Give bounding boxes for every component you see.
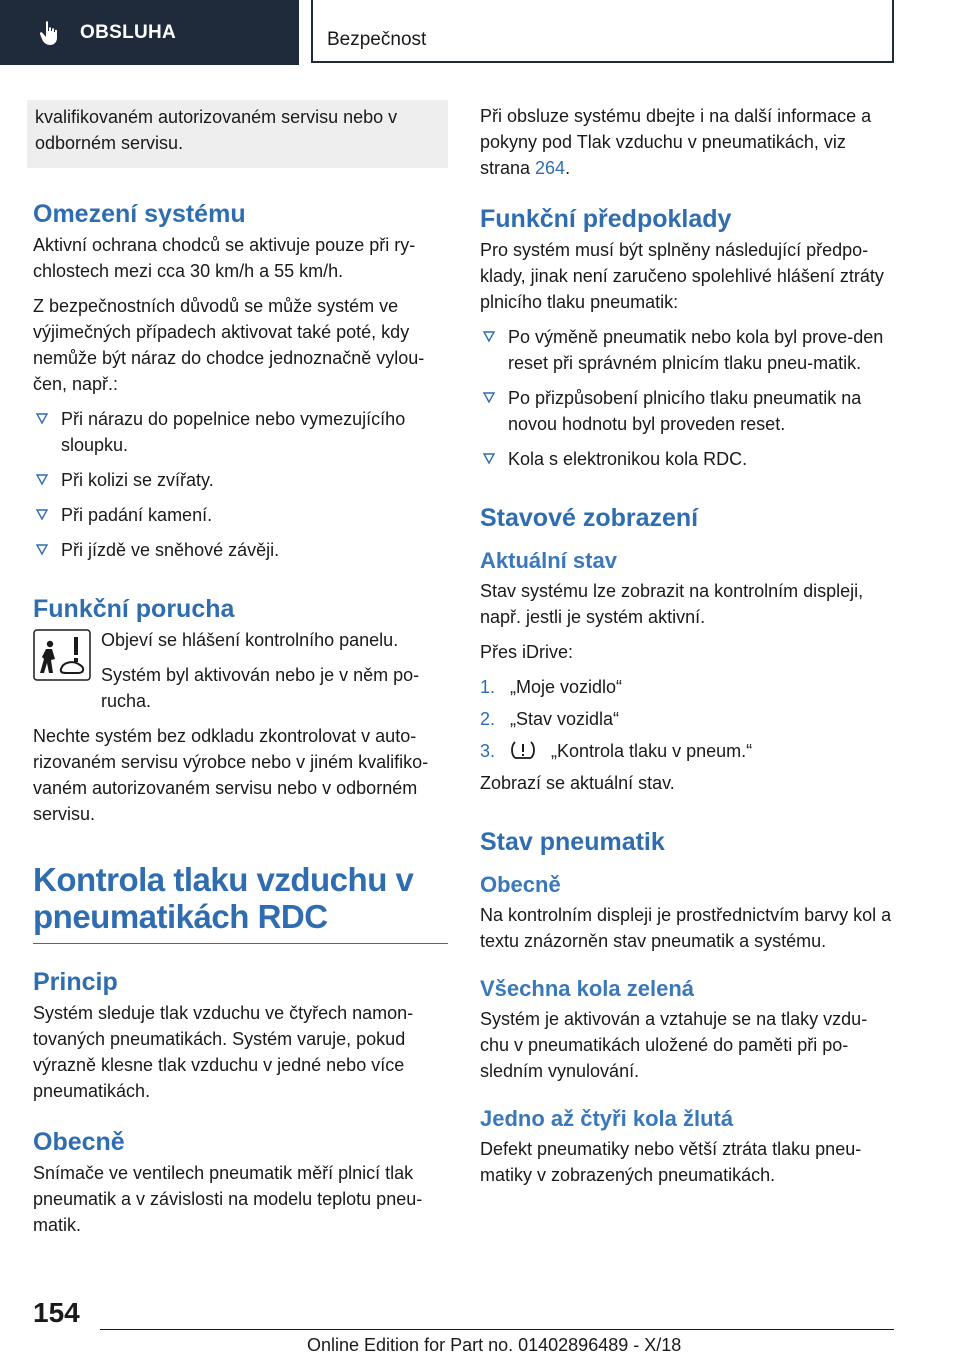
triangle-bullet-icon (35, 542, 49, 556)
porucha-paragraph-2: Systém byl aktivován nebo je v něm po-rucha. (101, 665, 420, 711)
obecne-paragraph-left: Snímače ve ventilech pneumatik měří plnicí tlak pneumatik a v závislosti na modelu teplotu pneu-matik. (33, 1163, 423, 1235)
list-item-text: Kola s elektronikou kola RDC. (508, 449, 748, 469)
right-column (480, 100, 895, 1197)
step-text: „Kontrola tlaku v pneum.“ (551, 741, 753, 761)
step-text: „Stav vozidla“ (510, 709, 620, 729)
warning-block (33, 627, 448, 723)
list-item (480, 324, 895, 376)
list-item (33, 467, 448, 493)
heading-vsechna-kola-zelena: Všechna kola zelená (480, 976, 694, 1001)
step-number: 2. (480, 709, 496, 729)
page-reference-link[interactable]: 264 (535, 158, 566, 178)
list-item-text: Po přizpůsobení plnicího tlaku pneumatik na novou hodnotu byl proveden reset. (508, 388, 862, 434)
heading-stav-pneumatik: Stav pneumatik (480, 828, 665, 856)
footer-divider (100, 1329, 894, 1330)
footer-edition: Online Edition for Part no. 01402896489 - X/18 (307, 1335, 682, 1355)
list-item (33, 502, 448, 528)
omezeni-paragraph-2: Z bezpečnostních důvodů se může systém ve výjimečných případech aktivovat také poté, kdy nemůže být náraz do chodce jednoznačně vylou-čen, např.: (33, 296, 425, 394)
heading-kontrola-tlaku: Kontrola tlaku vzduchu v pneumatikách RDC (33, 861, 448, 944)
list-item (480, 446, 895, 472)
list-item (33, 406, 448, 458)
list-item-text: Po výměně pneumatik nebo kola byl prove-den reset při správném plnicím tlaku pneu-matik. (508, 327, 884, 373)
porucha-paragraph-3: Nechte systém bez odkladu zkontrolovat v auto-rizovaném servisu výrobce nebo v jiném kvalifiko-vaném autorizovaném servisu nebo v odborném servisu. (33, 726, 429, 824)
list-item (33, 537, 448, 563)
intro-paragraph (480, 103, 895, 181)
triangle-bullet-icon (35, 411, 49, 425)
list-item-text: Při jízdě ve sněhové závěji. (61, 540, 280, 560)
triangle-bullet-icon (482, 329, 496, 343)
princip-paragraph: Systém sleduje tlak vzduchu ve čtyřech namon-tovaných pneumatikách. Systém varuje, pokud výrazně klesne tlak vzduchu v jedné nebo více pneumatikách. (33, 1003, 414, 1101)
zobrazi-paragraph: Zobrazí se aktuální stav. (480, 773, 675, 793)
tire-pressure-icon (510, 739, 536, 761)
zluta-paragraph: Defekt pneumatiky nebo větší ztráta tlaku pneu-matiky v zobrazených pneumatikách. (480, 1139, 862, 1185)
header-section-label: OBSLUHA (80, 21, 177, 43)
list-item (480, 385, 895, 437)
triangle-bullet-icon (482, 390, 496, 404)
header-topic-box (311, 0, 894, 63)
heading-jedno-az-ctyri-kola-zluta: Jedno až čtyři kola žlutá (480, 1106, 734, 1131)
header-section-tab (0, 0, 299, 65)
heading-stavove-zobrazeni: Stavové zobrazení (480, 504, 699, 532)
list-item-text: Při padání kamení. (61, 505, 213, 525)
list-item-text: Při kolizi se zvířaty. (61, 470, 214, 490)
heading-funkcni-porucha: Funkční porucha (33, 595, 235, 623)
intro-text-end: . (565, 158, 571, 178)
hand-pointer-icon (38, 20, 62, 46)
list-item-text: Při nárazu do popelnice nebo vymezujícího sloupku. (61, 409, 406, 455)
zelena-paragraph: Systém je aktivován a vztahuje se na tlaky vzdu-chu v pneumatikách uložené do paměti při po-sledním vynulování. (480, 1009, 868, 1081)
heading-funkcni-predpoklady: Funkční předpoklady (480, 205, 732, 233)
step-number: 1. (480, 677, 496, 697)
predpoklady-list (480, 324, 895, 472)
triangle-bullet-icon (35, 472, 49, 486)
triangle-bullet-icon (35, 507, 49, 521)
obecne-paragraph-right: Na kontrolním displeji je prostřednictvím barvy kol a textu znázorněn stav pneumatik a systému. (480, 905, 892, 951)
triangle-bullet-icon (482, 451, 496, 465)
predpoklady-paragraph: Pro systém musí být splněny následující předpo-klady, jinak není zaručeno spolehlivé hlášení ztráty plnicího tlaku pneumatik: (480, 240, 884, 312)
step-text: „Moje vozidlo“ (510, 677, 623, 697)
idrive-steps (480, 674, 895, 764)
pres-idrive-label: Přes iDrive: (480, 642, 574, 662)
heading-omezeni-systemu: Omezení systému (33, 200, 246, 228)
step-number: 3. (480, 741, 496, 761)
intro-text: Při obsluze systému dbejte i na další informace a pokyny pod Tlak vzduchu v pneumatikách, viz strana (480, 106, 872, 178)
aktualni-paragraph: Stav systému lze zobrazit na kontrolním displeji, např. jestli je systém aktivní. (480, 581, 864, 627)
pedestrian-warning-icon (33, 629, 91, 681)
heading-obecne-left: Obecně (33, 1128, 125, 1156)
heading-obecne-right: Obecně (480, 872, 561, 897)
page-number: 154 (33, 1297, 80, 1328)
omezeni-paragraph-1: Aktivní ochrana chodců se aktivuje pouze při ry-chlostech mezi cca 30 km/h a 55 km/h. (33, 235, 416, 281)
heading-princip: Princip (33, 968, 118, 996)
step-item (480, 674, 895, 700)
left-column (33, 100, 448, 1247)
porucha-paragraph-1: Objeví se hlášení kontrolního panelu. (101, 630, 399, 650)
step-item (480, 738, 895, 764)
note-box: kvalifikovaném autorizovaném servisu nebo v odborném servisu. (27, 100, 448, 168)
step-item (480, 706, 895, 732)
header-topic-label: Bezpečnost (327, 29, 427, 50)
heading-aktualni-stav: Aktuální stav (480, 548, 617, 573)
omezeni-list (33, 406, 448, 563)
